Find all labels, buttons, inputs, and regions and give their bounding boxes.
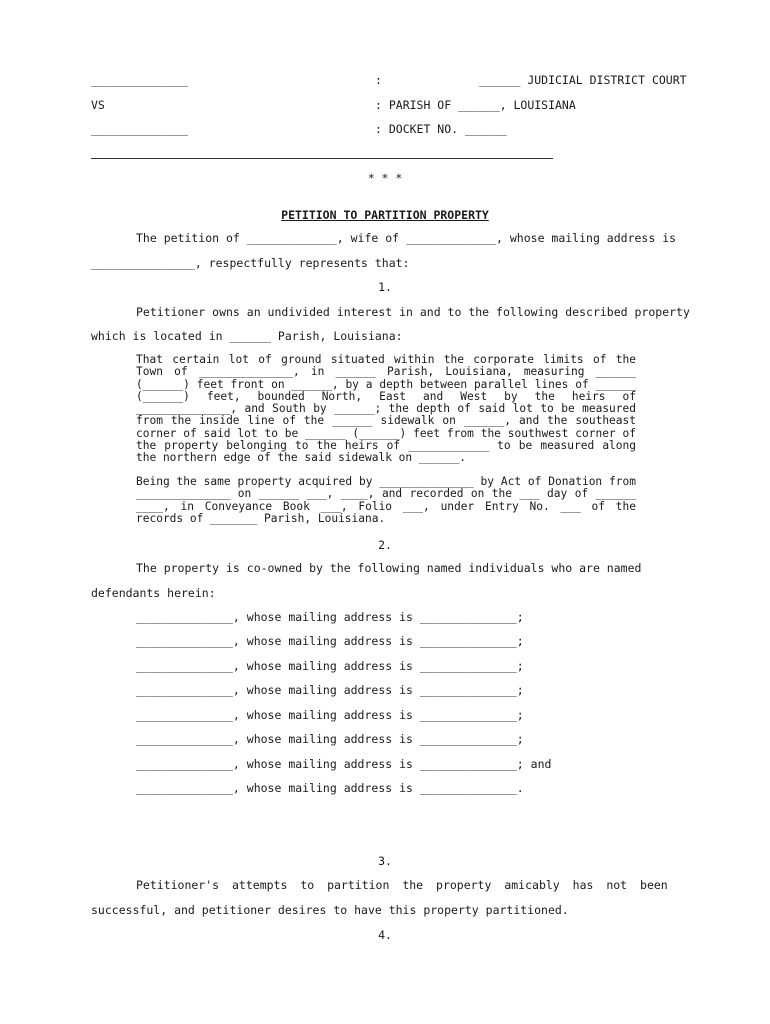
- defendant-entry: ______________, whose mailing address is ______________;: [136, 610, 524, 624]
- defendant-entry: ______________, whose mailing address is ______________;: [136, 708, 524, 722]
- defendant-entry: ______________, whose mailing address is ______________.: [136, 781, 524, 795]
- section-4-number: 4.: [378, 928, 392, 942]
- section-2-line-1: The property is co-owned by the following named individuals who are named: [136, 561, 642, 575]
- caption-defendant-blank: ______________: [91, 122, 188, 136]
- document-title: PETITION TO PARTITION PROPERTY: [281, 208, 489, 222]
- section-2-line-2: defendants herein:: [91, 586, 216, 600]
- section-3-line-1: Petitioner's attempts to partition the property amicably has not been: [136, 878, 668, 892]
- defendant-entry: ______________, whose mailing address is ______________;: [136, 683, 524, 697]
- caption-divider: [91, 158, 553, 159]
- property-acquisition: Being the same property acquired by ______________ by Act of Donation from ______________ on ______ ___, ____, and recorded on the ___ day of ______ ____, in Conveyance Book ___, Folio ___, under Entry No. ___ of the records of _______ Parish, Louisiana.: [136, 475, 636, 525]
- defendant-entry: ______________, whose mailing address is ______________; and: [136, 757, 552, 771]
- intro-line-2: _______________, respectfully represents that:: [91, 256, 410, 270]
- defendant-entry: ______________, whose mailing address is ______________;: [136, 659, 524, 673]
- caption-court-name: : ______ JUDICIAL DISTRICT COURT: [375, 73, 687, 87]
- intro-line-1: The petition of _____________, wife of _____________, whose mailing address is: [136, 231, 677, 245]
- section-1-line-1: Petitioner owns an undivided interest in and to the following described property: [136, 305, 690, 319]
- intro-paragraph: [91, 226, 682, 251]
- defendant-entry: ______________, whose mailing address is ______________;: [136, 634, 524, 648]
- property-description: That certain lot of ground situated within the corporate limits of the Town of ______________, in ______ Parish, Louisiana, measuring ______ (______) feet front on ______, by a depth between parallel lines of ______ (______) feet, bounded North, East and West by the heirs of ______________, and South by ______; the depth of said lot to be measured from the inside line of the ______ sidewalk on ______, and the southeast corner of said lot to be ______ (______) feet from the southwest corner of the property belonging to the heirs of ____________ to be measured along the northern edge of the said sidewalk on ______.: [136, 353, 636, 465]
- section-3-line-2: successful, and petitioner desires to have this property partitioned.: [91, 903, 569, 917]
- caption-versus: VS: [91, 98, 105, 112]
- caption-docket-number: : DOCKET NO. ______: [375, 122, 507, 136]
- caption-parish: : PARISH OF ______, LOUISIANA: [375, 98, 576, 112]
- section-2-number: 2.: [378, 538, 392, 552]
- defendant-entry: ______________, whose mailing address is ______________;: [136, 732, 524, 746]
- section-1-line-2: which is located in ______ Parish, Louisiana:: [91, 329, 403, 343]
- section-1-number: 1.: [378, 280, 392, 294]
- caption-stars: * * *: [367, 171, 403, 185]
- section-3-number: 3.: [378, 854, 392, 868]
- caption-plaintiff-blank: ______________: [91, 73, 188, 87]
